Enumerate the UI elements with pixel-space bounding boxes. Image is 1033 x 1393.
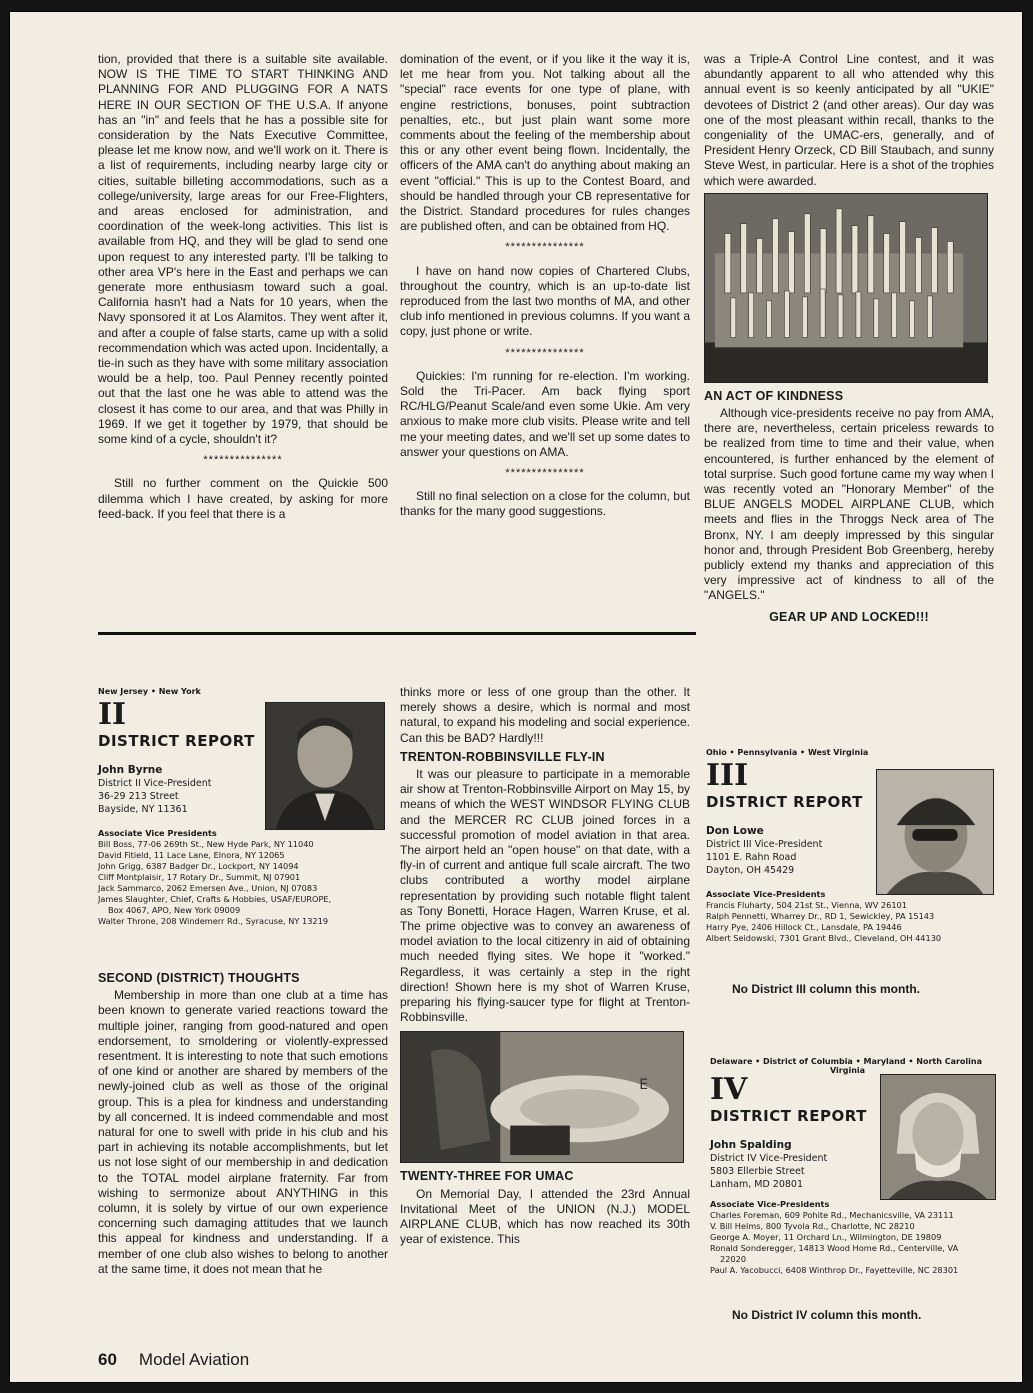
paragraph: Although vice-presidents receive no pay from AMA, there are, nevertheless, certain priceless rewards to be realized from time to time and their value, when encountered, is further enhanced by the element of total surprise. Such good fortune came my way when I was recently voted an "Honorary Member" of the BLUE ANGELS MODEL AIRPLANE CLUB, which meets and flies in the Throggs Neck area of The Bronx, NY. I am deeply impressed by this singular honor and, through President Bob Greenberg, hereby publicly extend my thanks and appreciation of this very impressive act of kindness to all of the "ANGELS." [704,406,994,603]
assoc-item: John Grigg, 6387 Badger Dr., Lockport, NY 14094 [98,861,299,871]
assoc-item: Ronald Sonderegger, 14813 Wood Home Rd., Centerville, VA [710,1243,959,1253]
page-number: 60 [98,1350,117,1369]
assoc-item: Bill Boss, 77-06 269th St., New Hyde Park, NY 11040 [98,839,314,849]
section-heading: TRENTON-ROBBINSVILLE FLY-IN [400,749,605,764]
separator: *************** [203,454,283,467]
top-column-2 [400,52,690,524]
assoc-item: Cliff Montplaisir, 17 Rotary Dr., Summit, NJ 07901 [98,872,301,882]
section-heading: SECOND (DISTRICT) THOUGHTS [98,971,300,985]
assoc-heading: Associate Vice-Presidents [706,889,826,899]
no-column-note: No District IV column this month. [732,1308,922,1322]
district-numeral: II [98,697,127,732]
vp-city: Lanham, MD 20801 [710,1179,804,1190]
assoc-item: Harry Pye, 2406 Hillock Ct., Lansdale, PA 19446 [706,922,902,932]
paragraph: Quickies: I'm running for re-election. I'm working. Sold the Tri-Pacer. Am back flying sport RC/HLG/Peanut Scale/and even some Ukie. Am very anxious to make more club visits. Please write and tell me your meeting dates, and we'll set up some dates to answer your questions on AMA. [400,368,690,459]
district-states-2: Virginia [830,1066,866,1075]
associate-vps [710,1199,1000,1276]
assoc-item: Francis Fluharty, 504 21st St., Vienna, WV 26101 [706,900,907,910]
district-numeral: IV [710,1072,748,1107]
section-heading: AN ACT OF KINDNESS [704,388,844,403]
section-divider [98,632,696,635]
vp-name: John Byrne [98,764,163,776]
assoc-item: Walter Throne, 208 Windemerr Rd., Syracuse, NY 13219 [98,916,329,926]
warren-kruse-photo [400,1031,684,1163]
separator: *************** [505,346,585,359]
vp-name: John Spalding [710,1139,792,1151]
assoc-item: David Fitield, 11 Lace Lane, Elnora, NY 12065 [98,850,285,860]
section-heading: TWENTY-THREE FOR UMAC [400,1169,574,1184]
john-byrne-portrait [265,702,385,830]
john-spalding-portrait [880,1074,996,1200]
paragraph: Membership in more than one club at a time has been known to generate varied reactions toward the multiple joiner, ranging from good-natured and open endorsement, to smoldering or violently-expressed resentment. It is interesting to note that such emotions of one kind or another are shared by members of the newly-joined club as well as those of the original group. This is a plea for kindness and understanding by all concerned. It is indeed commendable and most natural for one to swell with pride in his club and his part in achieving its notable accomplishments, but let us not lose sight of our membership in and dedication to the TOTAL model airplane fraternity. Far from wishing to sermonize about ANYTHING in this column, it is solely by virtue of our own experience concerning such damaging attitudes that we launch this appeal for kindness and understanding. If a member of one club also wishes to belong to another at the same time, it does not mean that he [98,988,388,1276]
svg-text:E: E [639,1077,649,1094]
assoc-item: Box 4067, APO, New York 09009 [108,905,241,915]
paragraph: domination of the event, or if you like it the way it is, let me hear from you. Not talking about all the "special" race events for one type of plane, with engine restrictions, bonuses, point subtraction penalties, etc., but just plain want some more comments about the feeling of the membership about this or any other event being flown. Incidentally, the officers of the AMA can't do anything about making an event "official." This is up to the Contest Board, and should be handled through your CB representative for the District. Standard procedures for rules changes are published often, and can be obtained from HQ. [400,52,690,234]
paragraph: Still no final selection on a close for the column, but thanks for the many good suggestions. [400,489,690,519]
assoc-item: George A. Moyer, 11 Orchard Ln., Wilmington, DE 19809 [710,1232,942,1242]
middle-column [400,685,690,1251]
vp-city: Bayside, NY 11361 [98,804,188,815]
associate-vps [706,889,996,944]
paragraph: thinks more or less of one group than the other. It merely shows a desire, which is normal and most natural, to expand his modeling and social experience. Can this be BAD? Hardly!!! [400,685,690,745]
assoc-item: Ralph Pennetti, Wharrey Dr., RD 1, Sewickley, PA 15143 [706,911,935,921]
signoff: GEAR UP AND LOCKED!!! [769,609,929,624]
vp-street: 5803 Ellerbie Street [710,1166,805,1177]
vp-street: 1101 E. Rahn Road [706,852,797,863]
assoc-item: Jack Sammarco, 2062 Emersen Ave., Union, NJ 07083 [98,883,318,893]
district-states: New Jersey • New York [98,687,201,696]
vp-title: District III Vice-President [706,839,823,850]
separator: *************** [505,467,585,480]
assoc-item: Charles Foreman, 609 Pohite Rd., Mechanicsville, VA 23111 [710,1210,954,1220]
separator: *************** [505,241,585,254]
associate-vps [98,828,388,927]
paragraph: On Memorial Day, I attended the 23rd Annual Invitational Meet of the UNION (N.J.) MODEL AIRPLANE CLUB, which has now reached its 30th year of existence. This [400,1186,690,1247]
assoc-item: Albert Seidowski, 7301 Grant Blvd., Cleveland, OH 44130 [706,933,942,943]
magazine-name: Model Aviation [138,1350,250,1369]
don-lowe-portrait [876,769,994,895]
top-column-3 [704,52,994,627]
assoc-item: V. Bill Helms, 800 Tyvola Rd., Charlotte, NC 28210 [710,1221,915,1231]
district-numeral: III [706,758,749,793]
top-column-1 [98,52,388,526]
magazine-page [10,12,1022,1382]
assoc-heading: Associate Vice-Presidents [710,1199,830,1209]
paragraph: Still no further comment on the Quickie 500 dilemma which I have created, by asking for more feed-back. If you feel that there is a [98,476,388,521]
district-title: DISTRICT REPORT [710,1107,867,1125]
paragraph: was a Triple-A Control Line contest, and it was abundantly apparent to all who attended why this annual event is so keenly anticipated by all "UKIE" devotees of District 2 (and other areas). Our day was one of the most pleasant within recall, thanks to the congeniality of the UMAC-ers, generally, and of President Henry Orzeck, CD Bill Staubach, and sunny Steve West, in particular. Here is a shot of the trophies which were awarded. [704,52,994,188]
paragraph: It was our pleasure to participate in a memorable air show at Trenton-Robbinsville Airport on May 15, by means of which the WEST WINDSOR FLYING CLUB and the MERCER RC CLUB joined forces in a successful promotion of model aviation in that area. The airport held an "open house" on that date, with a fly-in of current and antique full scale aircraft. The two clubs contributed a worthy model airplane representation by providing such notable flight talent as Tony Bonetti, Horace Hagen, Warren Kruse, et al. The prime objective was to convey an awareness of model aviation to the local citizenry in aid of obtaining much needed flying sites. We hope it "worked." Regardless, it was certainly a step in the right direction! Shown here is my shot of Warren Kruse, preparing his flying-saucer type for flight at Trenton-Robbinsville. [400,767,690,1025]
assoc-heading: Associate Vice Presidents [98,828,217,838]
assoc-item: 22020 [720,1254,747,1264]
vp-name: Don Lowe [706,825,764,837]
vp-title: District II Vice-President [98,778,212,789]
vp-title: District IV Vice-President [710,1153,828,1164]
page-footer [98,1350,271,1370]
district-states: Ohio • Pennsylvania • West Virginia [706,748,869,757]
no-column-note: No District III column this month. [732,982,921,996]
vp-city: Dayton, OH 45429 [706,865,795,876]
assoc-item: Paul A. Yacobucci, 6408 Winthrop Dr., Fayetteville, NC 28301 [710,1265,959,1275]
district-title: DISTRICT REPORT [98,732,255,750]
district-2-body [98,967,388,1281]
paragraph: I have on hand now copies of Chartered Clubs, throughout the country, which is an up-to-date list reproduced from the last two months of MA, and other club info mentioned in previous columns. If you want a copy, just phone or write. [400,263,690,339]
trophies-photo [704,193,988,383]
assoc-item: James Slaughter, Chief, Crafts & Hobbies, USAF/EUROPE, [98,894,332,904]
vp-street: 36-29 213 Street [98,791,179,802]
paragraph: tion, provided that there is a suitable site available. NOW IS THE TIME TO START THINKING AND PLANNING FOR AND PLUGGING FOR A NATS HERE IN OUR SECTION OF THE U.S.A. If anyone has an "in" and feels that he has a possible site for consideration by the Nats Executive Committee, please let me know now, and we'll work on it. There is a list of requirements, including nearby large city or cities, suitable billeting accommodations, such as a college/university, large areas for our Free-Flighters, and areas enclosed for administration, and coordination of the week-long activities. This list is available from HQ, and they will be glad to send one upon request to any interested party. I'll be talking to other area VP's here in the East and perhaps we can generate more enthusiasm toward such a goal. California hasn't had a Nats for 10 years, when the Navy sponsored it at Los Alamitos. They went after it, and after a couple of false starts, came up with a solid recommendation which was acted upon. Incidentally, a tie-in such as they have with some military association would be a help, too. Paul Penney recently pointed out that the last one he was able to attend was the closest it has come to our area, and that was Philly in 1969. If we get it together by 1979, that should be some kind of a cycle, shouldn't it? [98,52,388,447]
district-title: DISTRICT REPORT [706,793,863,811]
district-states: Delaware • District of Columbia • Maryland • North Carolina [710,1057,983,1066]
